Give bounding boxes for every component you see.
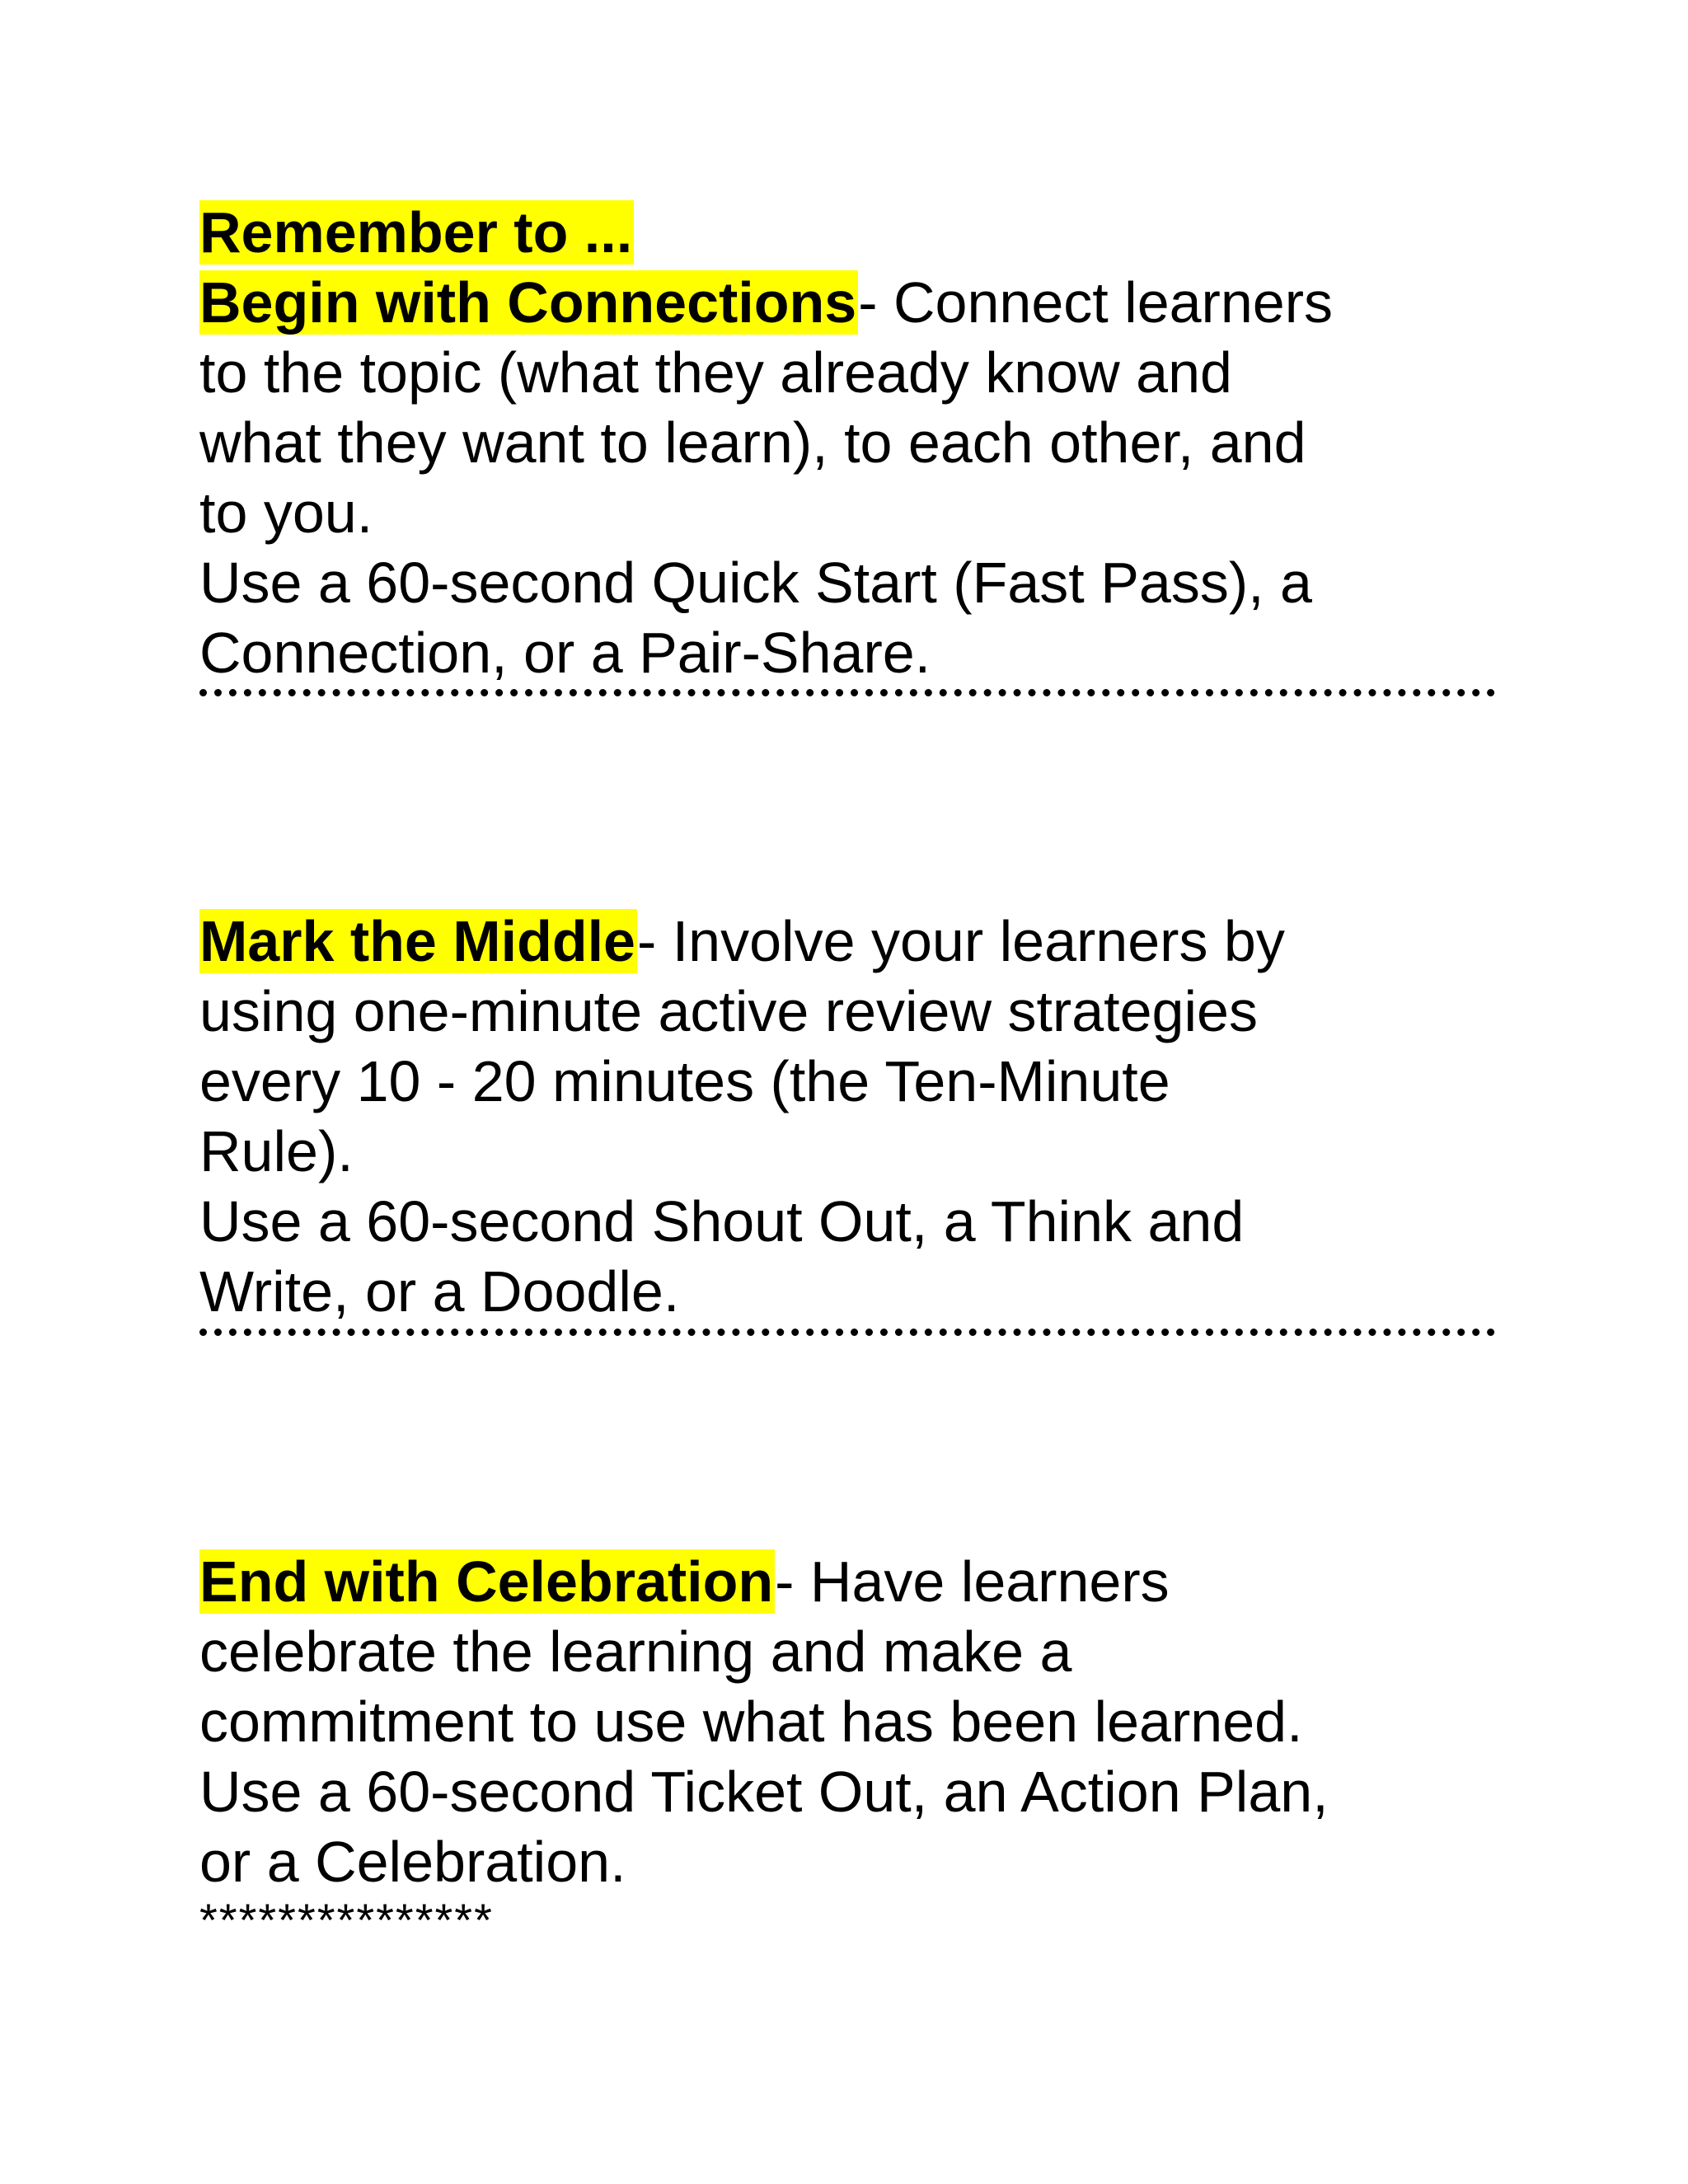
body-line: commitment to use what has been learned. [199,1690,1303,1754]
begin-with-connections-heading: Begin with Connections [199,270,857,335]
body-line: to you. [199,480,373,545]
section-heading-line [199,1547,1502,1617]
body-line: what they want to learn), to each other, and [199,410,1306,475]
body-line: celebrate the learning and make a [199,1619,1072,1684]
section-begin-with-connections [199,198,1502,688]
section-heading-line [199,907,1502,977]
body-text: - Involve your learners by [636,909,1285,973]
body-line: Use a 60-second Ticket Out, an Action Plan, [199,1760,1329,1824]
end-with-celebration-heading: End with Celebration [199,1549,774,1614]
asterisk-separator: *************** [199,1894,494,1946]
body-line: or a Celebration. [199,1830,626,1894]
intro-line [199,198,1502,268]
body-line: Rule). [199,1119,354,1183]
section-heading-line [199,268,1502,338]
body-line: Write, or a Doodle. [199,1259,680,1324]
mark-the-middle-heading: Mark the Middle [199,909,635,973]
body-line: every 10 - 20 minutes (the Ten-Minute [199,1049,1170,1113]
body-text: - Have learners [775,1549,1170,1614]
dotted-divider [199,1329,1495,1336]
body-line: Connection, or a Pair-Share. [199,621,931,685]
section-end-with-celebration [199,1547,1502,1946]
remember-to-heading: Remember to ... [199,200,633,265]
body-text: - Connect learners [858,270,1334,335]
body-line: to the topic (what they already know and [199,340,1232,405]
dotted-divider [199,689,1495,696]
body-line: Use a 60-second Shout Out, a Think and [199,1189,1245,1254]
body-line: Use a 60-second Quick Start (Fast Pass), a [199,551,1312,615]
section-mark-the-middle [199,907,1502,1327]
body-line: using one-minute active review strategies [199,979,1258,1043]
